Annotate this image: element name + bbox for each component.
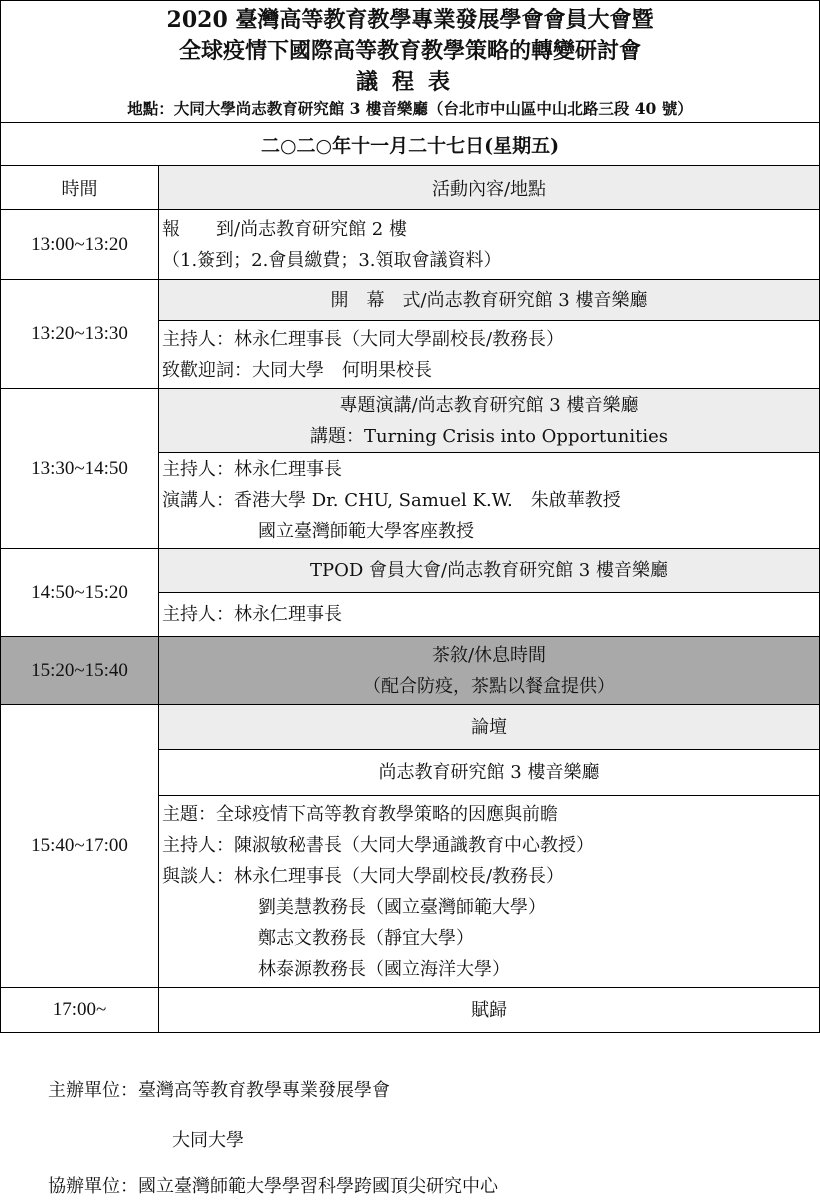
time-cell: 14:50~15:20	[1, 549, 159, 637]
agenda-row-forum	[1, 705, 820, 750]
organizer-line: 主辦單位：臺灣高等教育教學專業發展學會	[48, 1080, 390, 1101]
time-cell: 13:00~13:20	[1, 210, 159, 280]
time-cell: 13:30~14:50	[1, 389, 159, 549]
agenda-row-break	[1, 637, 820, 705]
keynote-host: 主持人：林永仁理事長	[162, 459, 342, 480]
opening-title: 開 幕 式/尚志教育研究館 3 樓音樂廳	[159, 280, 820, 321]
opening-detail	[159, 321, 820, 389]
forum-host: 主持人：陳淑敏秘書長（大同大學通識教育中心教授）	[162, 834, 594, 856]
forum-theme: 主題：全球疫情下高等教育教學策略的因應與前瞻	[162, 803, 558, 825]
break-line2: （配合防疫，茶點以餐盒提供）	[363, 675, 615, 697]
title-line3: 議程表	[356, 69, 465, 95]
time-cell: 15:20~15:40	[1, 637, 159, 705]
forum-location: 尚志教育研究館 3 樓音樂廳	[159, 750, 820, 796]
break-content	[159, 637, 820, 705]
forum-title: 論壇	[159, 705, 820, 750]
break-line1: 茶敘/休息時間	[431, 644, 547, 666]
keynote-header	[159, 389, 820, 453]
venue-line: 地點：大同大學尚志教育研究館 3 樓音樂廳（台北市中山區中山北路三段 40 號）	[127, 99, 693, 118]
end-content: 賦歸	[159, 988, 820, 1033]
opening-host: 主持人：林永仁理事長（大同大學副校長/教務長）	[162, 328, 565, 350]
forum-detail	[159, 796, 820, 988]
date-row	[1, 123, 820, 166]
title-row	[1, 1, 820, 123]
keynote-speaker-title: 國立臺灣師範大學客座教授	[258, 521, 474, 542]
time-cell: 17:00~	[1, 988, 159, 1033]
time-cell: 13:20~13:30	[1, 280, 159, 389]
keynote-speaker: 演講人：香港大學 Dr. CHU, Samuel K.W. 朱啟華教授	[162, 490, 621, 511]
title-line2: 全球疫情下國際高等教育教學策略的轉變研討會	[179, 38, 642, 64]
coorganizer-line: 協辦單位：國立臺灣師範大學學習科學跨國頂尖研究中心	[48, 1176, 498, 1197]
keynote-detail	[159, 453, 820, 549]
registration-line2: （1.簽到；2.會員繳費；3.領取會議資料）	[162, 249, 502, 271]
forum-panelist: 林泰源教務長（國立海洋大學）	[258, 958, 510, 980]
date-cell: 二○二○年十一月二十七日(星期五)	[1, 123, 820, 166]
forum-panelist: 劉美慧教務長（國立臺灣師範大學）	[258, 896, 546, 918]
agenda-row-keynote	[1, 389, 820, 453]
content-column-header: 活動內容/地點	[159, 166, 820, 210]
assembly-title: TPOD 會員大會/尚志教育研究館 3 樓音樂廳	[159, 549, 820, 593]
organizer2-line: 大同大學	[172, 1130, 244, 1151]
keynote-topic: 講題：Turning Crisis into Opportunities	[310, 425, 668, 447]
registration-content	[159, 210, 820, 280]
time-column-header: 時間	[1, 166, 159, 210]
keynote-title: 專題演講/尚志教育研究館 3 樓音樂廳	[339, 394, 639, 416]
title-cell	[1, 1, 820, 123]
column-header-row	[1, 166, 820, 210]
registration-line1: 報 到/尚志教育研究館 2 樓	[162, 218, 407, 240]
opening-welcome: 致歡迎詞：大同大學 何明果校長	[162, 359, 432, 381]
title-line1: 2020 臺灣高等教育教學專業發展學會會員大會暨	[166, 7, 654, 33]
agenda-row-registration	[1, 210, 820, 280]
time-cell: 15:40~17:00	[1, 705, 159, 988]
forum-panelist: 鄭志文教務長（靜宜大學）	[258, 927, 474, 949]
agenda-row-opening	[1, 280, 820, 321]
agenda-row-assembly	[1, 549, 820, 593]
assembly-host: 主持人：林永仁理事長	[159, 593, 820, 637]
forum-panelist: 與談人：林永仁理事長（大同大學副校長/教務長）	[162, 865, 565, 887]
agenda-row-end	[1, 988, 820, 1033]
